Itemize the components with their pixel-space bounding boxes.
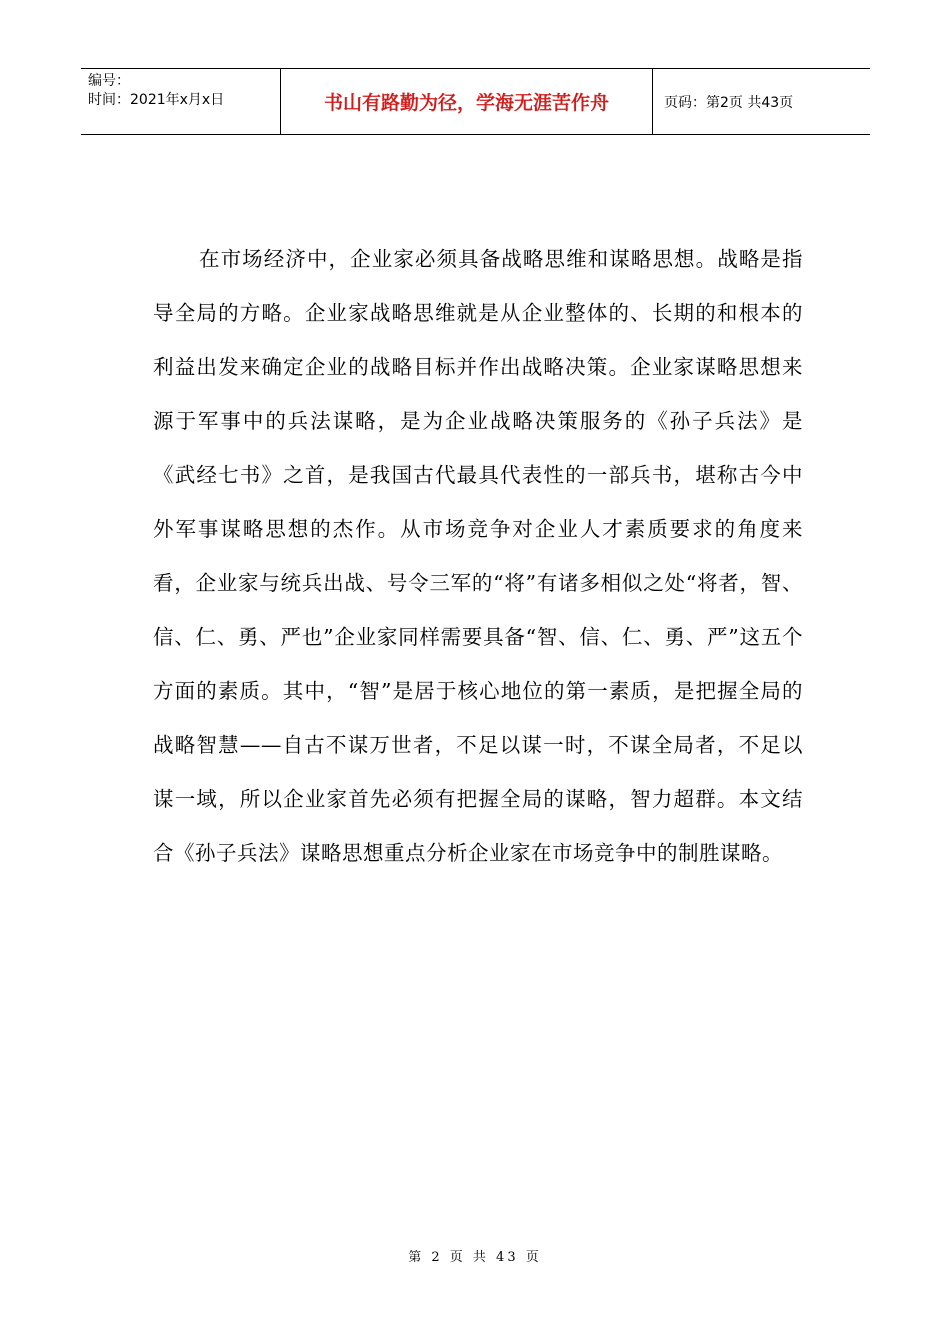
page-footer: 第 2 页 共 43 页 <box>408 1250 542 1265</box>
time-label: 时间：2021年x月x日 <box>88 92 225 108</box>
body-paragraph: 在市场经济中，企业家必须具备战略思维和谋略思想。战略是指导全局的方略。企业家战略思维就是从企业整体的、长期的和根本的利益出发来确定企业的战略目标并作出战略决策。企业家谋略思想来源于军事中的兵法谋略，是为企业战略决策服务的《孙子兵法》是《武经七书》之首，是我国古代最具代表性的一部兵书，堪称古今中外军事谋略思想的杰作。从市场竞争对企业人才素质要求的角度来看，企业家与统兵出战、号令三军的“将”有诸多相似之处“将者，智、信、仁、勇、严也”企业家同样需要具备“智、信、仁、勇、严”这五个方面的素质。其中，“智”是居于核心地位的第一素质，是把握全局的战略智慧——自古不谋万世者，不足以谋一时，不谋全局者，不足以谋一域，所以企业家首先必须有把握全局的谋略，智力超群。本文结合《孙子兵法》谋略思想重点分析企业家在市场竞争中的制胜谋略。 <box>153 247 803 865</box>
code-label: 编号： <box>88 73 130 89</box>
header-meta <box>81 69 281 134</box>
header-motto: 书山有路勤为径，学海无涯苦作舟 <box>281 69 653 134</box>
page-header <box>81 68 870 135</box>
header-page-info: 页码：第2页 共43页 <box>664 94 794 111</box>
